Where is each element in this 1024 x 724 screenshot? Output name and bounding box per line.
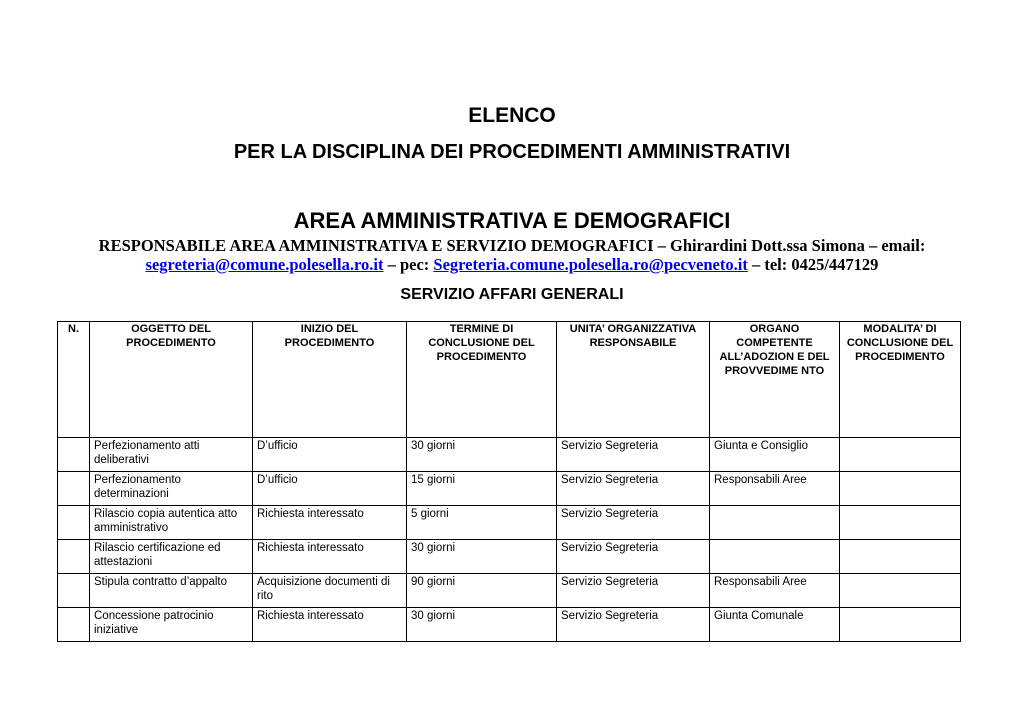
cell-number [58,540,90,574]
cell-unita: Servizio Segreteria [557,472,710,506]
cell-modalita [840,472,961,506]
table-row [58,438,961,472]
cell-modalita [840,506,961,540]
cell-number [58,472,90,506]
cell-modalita [840,540,961,574]
table-row [58,506,961,540]
pec-link[interactable]: Segreteria.comune.polesella.ro@pecveneto.it [433,255,748,274]
cell-inizio: Richiesta interessato [253,506,407,540]
table-row [58,574,961,608]
cell-modalita [840,608,961,642]
cell-oggetto: Rilascio copia autentica atto amministrativo [90,506,253,540]
cell-termine: 30 giorni [407,608,557,642]
cell-organo: Giunta Comunale [710,608,840,642]
header-organo: ORGANO COMPETENTE ALL’ADOZION E DEL PROVVEDIME NTO [710,322,840,438]
cell-unita: Servizio Segreteria [557,574,710,608]
cell-inizio: Richiesta interessato [253,540,407,574]
cell-oggetto: Rilascio certificazione ed attestazioni [90,540,253,574]
header-number: N. [58,322,90,438]
area-heading: AREA AMMINISTRATIVA E DEMOGRAFICI [293,208,731,233]
document-title: ELENCO [468,104,556,127]
header-inizio: INIZIO DEL PROCEDIMENTO [253,322,407,438]
cell-oggetto: Perfezionamento determinazioni [90,472,253,506]
cell-organo [710,506,840,540]
cell-number [58,506,90,540]
cell-termine: 90 giorni [407,574,557,608]
cell-unita: Servizio Segreteria [557,438,710,472]
table-header-row [58,322,961,438]
procedures-table [57,321,961,642]
cell-inizio: D’ufficio [253,472,407,506]
cell-organo: Giunta e Consiglio [710,438,840,472]
cell-termine: 30 giorni [407,438,557,472]
email-link[interactable]: segreteria@comune.polesella.ro.it [145,255,384,274]
cell-oggetto: Concessione patrocinio iniziative [90,608,253,642]
responsabile-block [40,236,984,274]
header-modalita: MODALITA’ DI CONCLUSIONE DEL PROCEDIMENTO [840,322,961,438]
header-unita: UNITA’ ORGANIZZATIVA RESPONSABILE [557,322,710,438]
cell-modalita [840,574,961,608]
cell-organo [710,540,840,574]
cell-unita: Servizio Segreteria [557,608,710,642]
table-row [58,608,961,642]
cell-oggetto: Perfezionamento atti deliberativi [90,438,253,472]
cell-modalita [840,438,961,472]
cell-inizio: D’ufficio [253,438,407,472]
cell-unita: Servizio Segreteria [557,540,710,574]
cell-unita: Servizio Segreteria [557,506,710,540]
header-termine: TERMINE DI CONCLUSIONE DEL PROCEDIMENTO [407,322,557,438]
cell-termine: 30 giorni [407,540,557,574]
table-row [58,472,961,506]
cell-inizio: Richiesta interessato [253,608,407,642]
cell-termine: 5 giorni [407,506,557,540]
service-heading: SERVIZIO AFFARI GENERALI [400,286,624,303]
cell-number [58,438,90,472]
table-row [58,540,961,574]
header-oggetto: OGGETTO DEL PROCEDIMENTO [90,322,253,438]
cell-number [58,574,90,608]
tel-text: – tel: 0425/447129 [747,255,879,274]
cell-number [58,608,90,642]
cell-organo: Responsabili Aree [710,472,840,506]
cell-oggetto: Stipula contratto d’appalto [90,574,253,608]
cell-inizio: Acquisizione documenti di rito [253,574,407,608]
cell-organo: Responsabili Aree [710,574,840,608]
pec-label: – pec: [383,255,434,274]
cell-termine: 15 giorni [407,472,557,506]
document-subtitle: PER LA DISCIPLINA DEI PROCEDIMENTI AMMINISTRATIVI [233,141,791,163]
responsabile-text: RESPONSABILE AREA AMMINISTRATIVA E SERVIZIO DEMOGRAFICI – Ghirardini Dott.ssa Simona – email: [98,236,926,255]
